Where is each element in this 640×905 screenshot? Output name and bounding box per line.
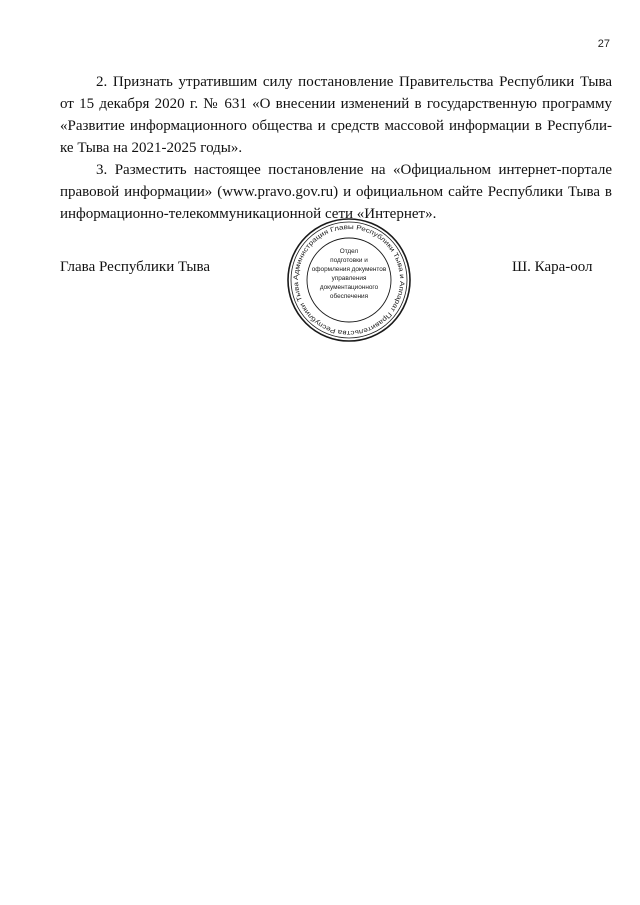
paragraph-2-line-4: ке Тыва на 2021-2025 годы». (60, 140, 243, 156)
page-number: 27 (597, 38, 610, 50)
stamp-center-line-4: управления (331, 275, 367, 282)
paragraph-3-line-2: правовой информации» (www.pravo.gov.ru) и официальном сайте Республики Тыва в (60, 184, 612, 200)
paragraph-2-line-3: «Развитие информационного общества и средств массовой информации в Республи- (60, 118, 612, 134)
stamp-center-line-3: оформления документов (311, 266, 387, 273)
paragraph-2-line-2: от 15 декабря 2020 г. № 631 «О внесении изменений в государственную программу (60, 96, 612, 112)
stamp-center-line-6: обеспечения (329, 293, 369, 300)
stamp-ring-text: Администрация Главы Республики Тыва и Аппарат Правительства Республики Тыва (292, 223, 406, 337)
paragraph-2-line-1: 2. Признать утратившим силу постановление Правительства Республики Тыва (96, 74, 612, 90)
signatory-name: Ш. Кара-оол (512, 259, 593, 275)
signatory-position: Глава Республики Тыва (60, 259, 211, 275)
stamp-center-line-1: Отдел (339, 248, 359, 255)
stamp-center-line-2: подготовки и (330, 257, 368, 264)
official-stamp (285, 218, 413, 342)
paragraph-3-line-3: информационно-телекоммуникационной сети «Интернет». (60, 206, 437, 222)
paragraph-3-line-1: 3. Разместить настоящее постановление на «Официальном интернет-портале (96, 162, 612, 178)
stamp-center-line-5: документационного (319, 284, 379, 291)
